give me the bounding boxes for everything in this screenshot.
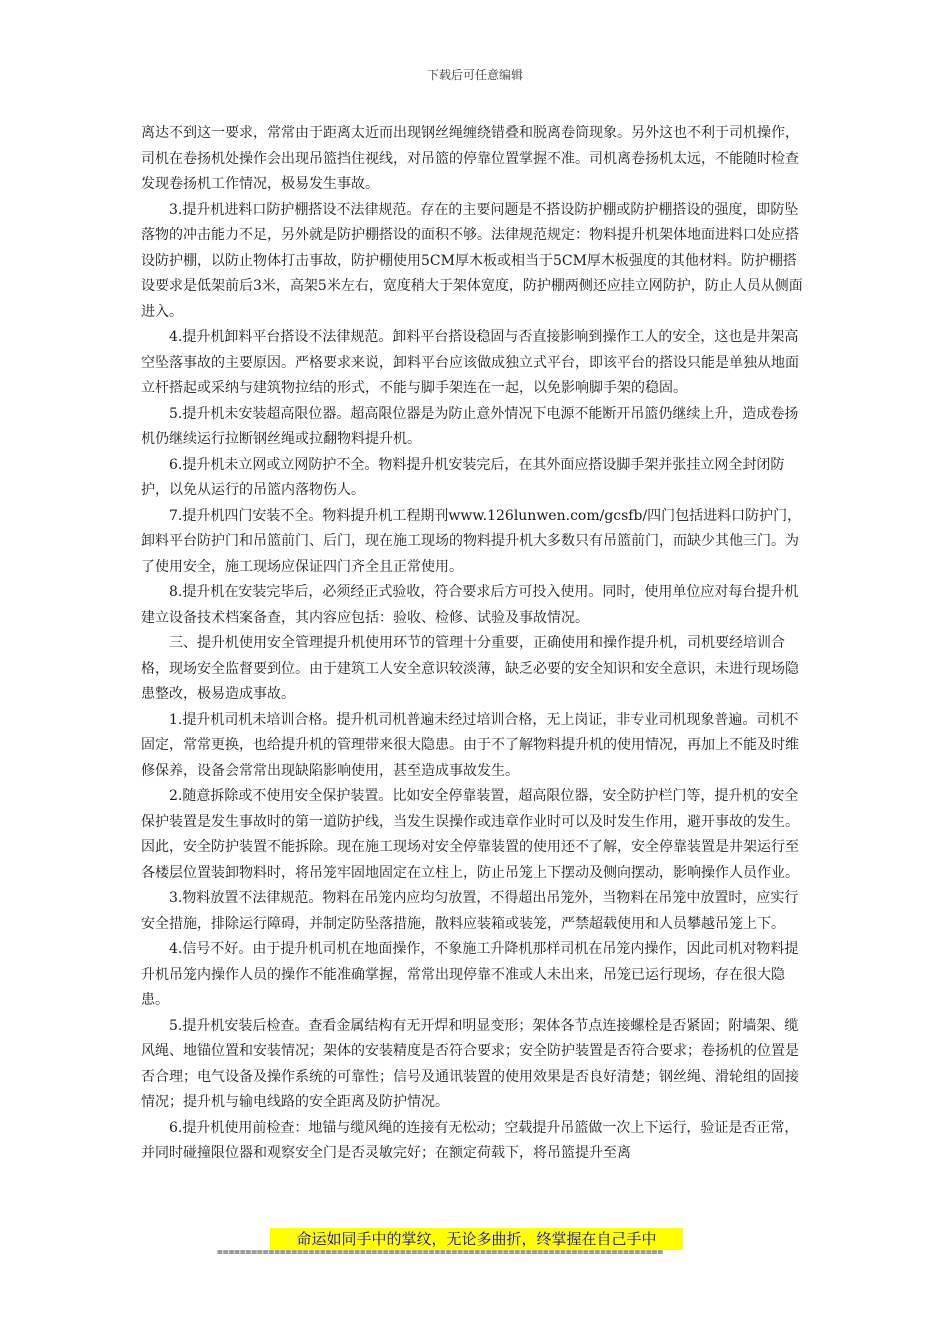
paragraph: 6.提升机未立网或立网防护不全。物料提升机安装完后，在其外面应搭设脚手架并张挂立网全封闭防护，以免从运行的吊篮内落物伤人。 — [141, 456, 785, 498]
paragraph: 5.提升机安装后检查。查看金属结构有无开焊和明显变形；架体各节点连接螺栓是否紧固；附墙架、缆风绳、地锚位置和安装情况；架体的安装精度是否符合要求；安全防护装置是否符合要求；卷扬机的位置是否合理；电气设备及操作系统的可靠性；信号及通讯装置的使用效果是否良好清楚；钢丝绳、滑轮组的固接情况；提升机与输电线路的安全距离及防护情况。 — [141, 1017, 799, 1110]
paragraph: 7.提升机四门安装不全。物料提升机工程期刊www.126lunwen.com/gcsfb/四门包括进料口防护门，卸料平台防护门和吊篮前门、后门，现在施工现场的物料提升机大多数只有吊篮前门，而缺少其他三门。为了使用安全，施工现场应保证四门齐全且正常使用。 — [141, 507, 802, 575]
paragraph: 2.随意拆除或不使用安全保护装置。比如安全停靠装置，超高限位器，安全防护栏门等，提升机的安全保护装置是发生事故时的第一道防护线，当发生误操作或违章作业时可以及时发生作用，避开事故的发生。因此，安全防护装置不能拆除。现在施工现场对安全停靠装置的使用还不了解，安全停靠装置是井架运行至各楼层位置装卸物料时，将吊笼牢固地固定在立柱上，防止吊笼上下摆动及侧向摆动，影响操作人员作业。 — [141, 788, 799, 881]
footer-motto: 命运如同手中的掌纹，无论多曲折，终掌握在自己手中 — [270, 1228, 683, 1250]
paragraph: 4.信号不好。由于提升机司机在地面操作，不象施工升降机那样司机在吊笼内操作，因此司机对物料提升机吊笼内操作人员的操作不能准确掌握，常常出现停靠不准或人未出来，吊笼已运行现场，存在很大隐患。 — [141, 941, 799, 1008]
paragraph: 6.提升机使用前检查：地锚与缆风绳的连接有无松动；空载提升吊篮做一次上下运行，验证是否正常，并同时碰撞限位器和观察安全门是否灵敏完好；在额定荷载下，将吊篮提升至离 — [141, 1119, 799, 1161]
paragraph: 3.物料放置不法律规范。物料在吊笼内应均匀放置，不得超出吊笼外，当物料在吊笼中放置时，应实行安全措施，排除运行障碍，并制定防坠落措施，散料应装箱或装笼，严禁超载使用和人员攀越吊笼上下。 — [141, 890, 799, 932]
paragraph: 3.提升机进料口防护棚搭设不法律规范。存在的主要问题是不搭设防护棚或防护棚搭设的强度，即防坠落物的冲击能力不足，另外就是防护棚搭设的面积不够。法律规范规定：物料提升机架体地面进料口处应搭设防护棚，以防止物体打击事故，防护棚使用5CM厚木板或相当于5CM厚木板强度的其他材料。防护棚搭设要求是低架前后3米，高架5米左右，宽度稍大于架体宽度，防护棚两侧还应挂立网防护，防止人员从侧面进入。 — [141, 201, 803, 320]
document-body — [141, 121, 809, 1167]
paragraph: 4.提升机卸料平台搭设不法律规范。卸料平台搭设稳固与否直接影响到操作工人的安全，这也是井架高空坠落事故的主要原因。严格要求来说，卸料平台应该做成独立式平台，即该平台的搭设只能是单独从地面立杆搭起或采纳与建筑物拉结的形式，不能与脚手架连在一起，以免影响脚手架的稳固。 — [141, 329, 799, 396]
paragraph-continuation: 离达不到这一要求，常常由于距离太近而出现钢丝绳缠绕错叠和脱离卷筒现象。另外这也不利于司机操作，司机在卷扬机处操作会出现吊篮挡住视线，对吊篮的停靠位置掌握不准。司机离卷扬机太远，不能随时检查发现卷扬机工作情况，极易发生事故。 — [141, 125, 799, 192]
section-heading-paragraph: 三、提升机使用安全管理提升机使用环节的管理十分重要，正确使用和操作提升机，司机要经培训合格，现场安全监督要到位。由于建筑工人安全意识较淡薄，缺乏必要的安全知识和安全意识，未进行现场隐患整改，极易造成事故。 — [141, 635, 799, 702]
paragraph: 5.提升机未安装超高限位器。超高限位器是为防止意外情况下电源不能断开吊篮仍继续上升，造成卷扬机仍继续运行拉断钢丝绳或拉翻物料提升机。 — [141, 405, 799, 447]
paragraph: 1.提升机司机未培训合格。提升机司机普遍未经过培训合格，无上岗证，非专业司机现象普遍。司机不固定，常常更换，也给提升机的管理带来很大隐患。由于不了解物料提升机的使用情况，再加上不能及时维修保养，设备会常常出现缺陷影响使用，甚至造成事故发生。 — [141, 711, 799, 779]
footer-divider: ============================================================================== — [217, 1247, 664, 1258]
paragraph: 8.提升机在安装完毕后，必须经正式验收，符合要求后方可投入使用。同时，使用单位应对每台提升机建立设备技术档案备查，其内容应包括：验收、检修、试验及事故情况。 — [141, 584, 799, 626]
page-header: 下载后可任意编辑 — [426, 68, 523, 82]
